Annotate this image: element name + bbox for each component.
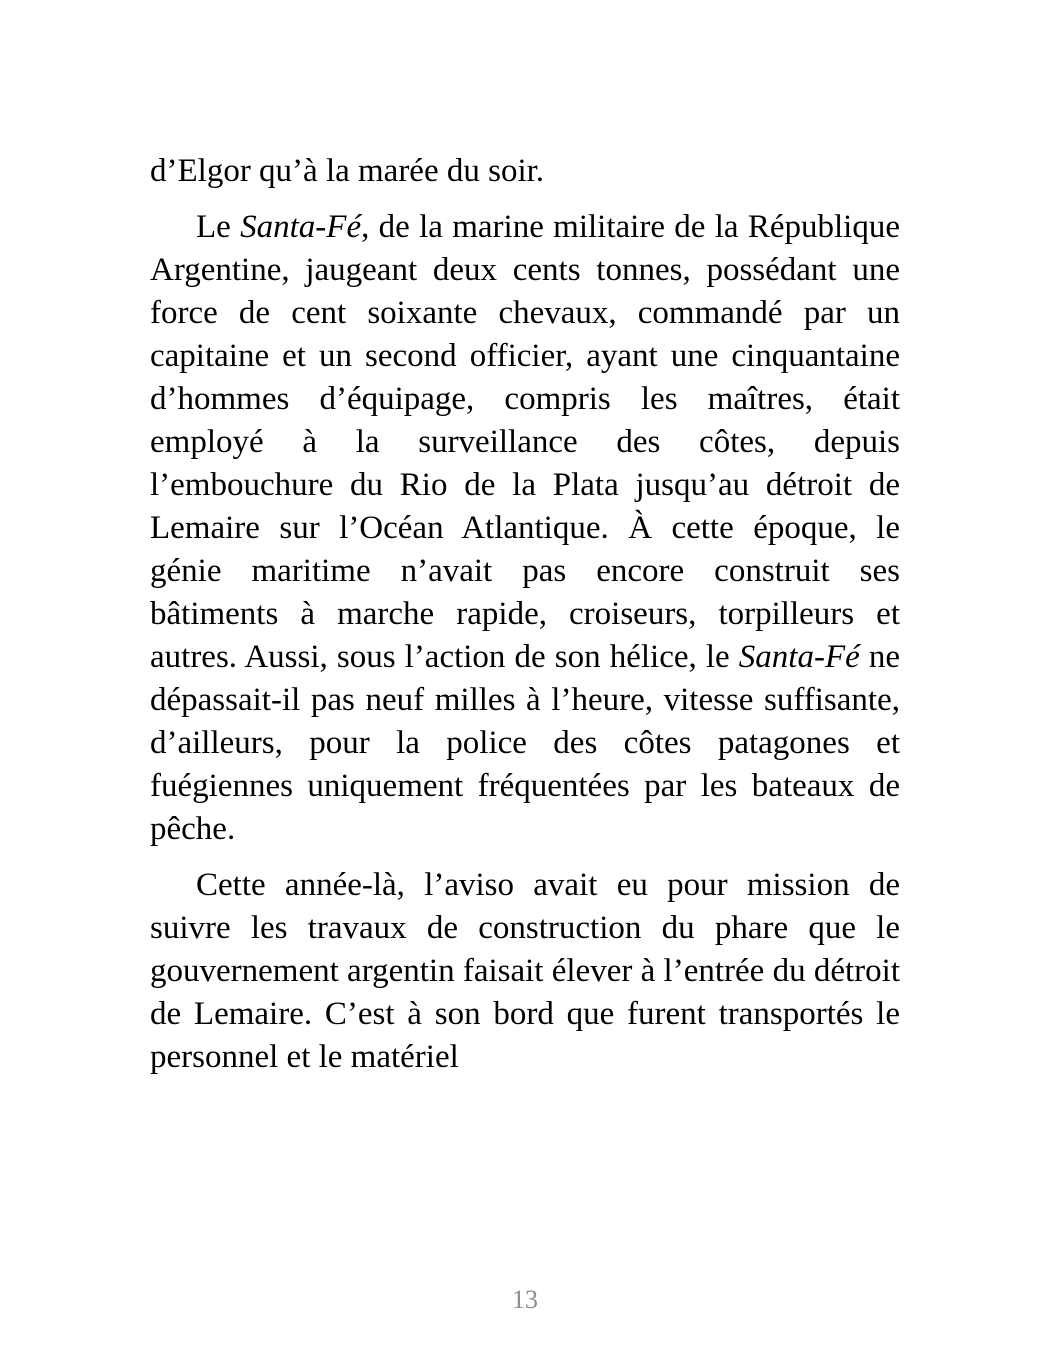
text-run: , de la marine militaire de la République Argentine, jaugeant deux cents tonnes, possédant une force de cent soixante chevaux, commandé par un capitaine et un second officier, ayant une cinquantaine d’hommes d’équipage, compris les maîtres, était employé à la surveillance des côtes, depuis l’embouchure du Rio de la Plata jusqu’au détroit de Lemaire sur l’Océan Atlantique. À cette époque, le génie maritime n’avait pas encore construit ses bâtiments à marche rapide, croiseurs, torpilleurs et autres. Aussi, sous l’action de son hélice, le	[150, 209, 900, 675]
text-run: Cette année-là, l’aviso avait eu pour mission de suivre les travaux de construction du phare que le gouvernement argentin faisait élever à l’entrée du détroit de Lemaire. C’est à son bord que furent transportés le personnel et le matériel	[150, 867, 900, 1075]
text-run: Le	[196, 209, 241, 245]
page-number: 13	[512, 1285, 538, 1314]
paragraph-1	[150, 150, 900, 193]
ship-name-italic: Santa-Fé	[738, 639, 860, 675]
paragraph-2	[150, 206, 900, 851]
page-body	[150, 150, 900, 1079]
text-run: d’Elgor qu’à la marée du soir.	[150, 153, 545, 189]
ship-name-italic: Santa-Fé	[240, 209, 362, 245]
text-run: ne dépassait-il pas neuf milles à l’heure, vitesse suffisante, d’ailleurs, pour la police des côtes patagones et fuégiennes uniquement fréquentées par les bateaux de pêche.	[150, 639, 900, 847]
paragraph-3	[150, 864, 900, 1079]
